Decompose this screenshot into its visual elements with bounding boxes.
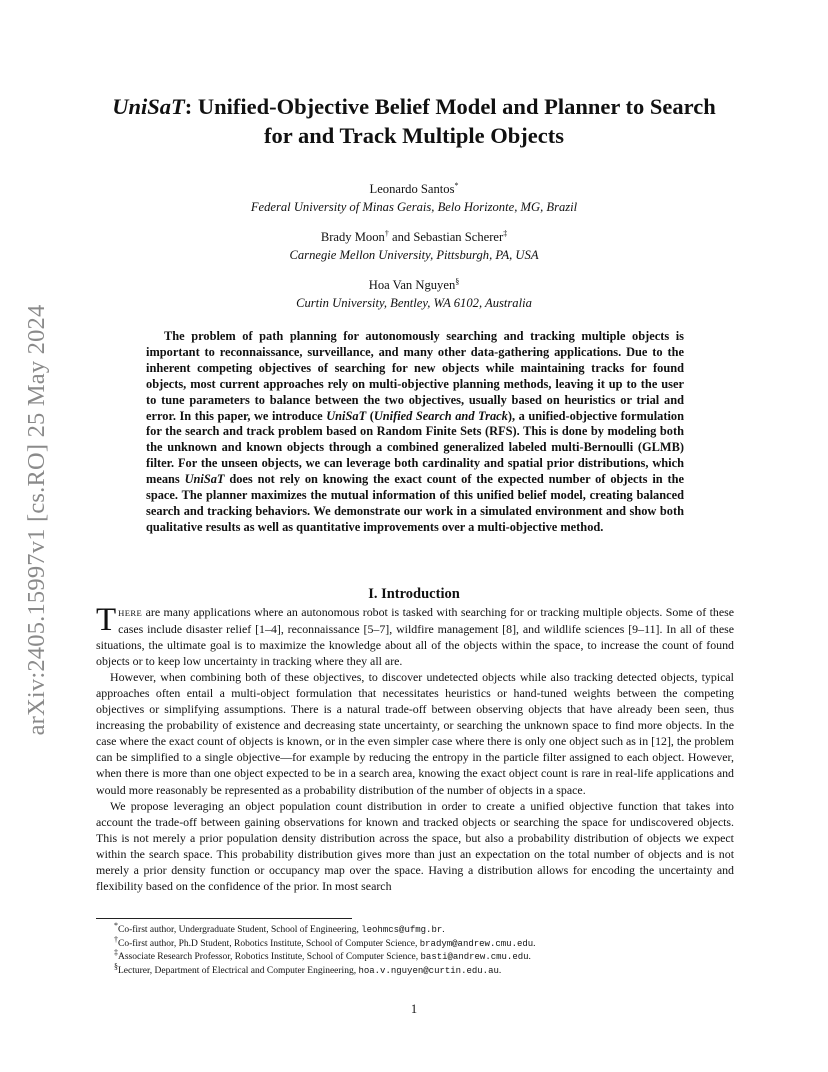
footnote-end: . [533,938,536,949]
author-block-3 [96,276,732,312]
small-caps-word: HERE [118,608,143,618]
footnote-text: Co-first author, Ph.D Student, Robotics Institute, School of Computer Science, [118,938,420,949]
footnote [114,920,734,938]
footnote-mark: * [114,920,118,930]
email-link[interactable]: leohmcs@ufmg.br [361,925,443,935]
body-text [96,604,734,894]
drop-cap: T [96,602,117,638]
abstract-emphasis: UniSaT [326,408,367,423]
abstract-text: ( [366,408,374,423]
author-affiliation: Carnegie Mellon University, Pittsburgh, PA, USA [289,248,539,262]
title-line1: : Unified-Objective Belief Model and Planner to Search [184,94,716,119]
author-name: Hoa Van Nguyen [368,278,456,292]
footnote-end: . [528,952,531,963]
abstract-text: ), a unified-objective formulation for the search and track problem based on Random Finite Sets (RFS). This is done by modeling both the unknown and known objects through a combined generalized labeled multi-Bernoulli (GLMB) filter. For the unseen objects, we can leverage both cardinality and spatial prior distributions, which means [146,408,685,487]
abstract-emphasis: Unified Search and Track [373,408,508,423]
paragraph: However, when combining both of these objectives, to discover undetected objects while also tracking detected objects, typical approaches often entail a multi-object formulation that necessitates heuristics or hand-tuned weights between the competing objectives or simplifying assumptions. There is a natural trade-off between observing objects that have already been seen, thus increasing the probability of existence and decreasing state uncertainty, or searching the unknown space to find more objects. In the case where the exact count of objects is known, or in the even simpler case where there is only one object such as in [12], the problem can be simplified to a single objective—for example by reducing the entropy in the particle filter assigned to each object. However, when there is more than one object expected to be in a search area, knowing the exact object count is rare in real-life applications and would more reasonably be represented as a probability distribution of the number of objects in a space. [96,670,734,797]
email-link[interactable]: bradym@andrew.cmu.edu [419,938,534,949]
footnote-rule [96,918,352,919]
author-mark: § [455,276,460,286]
paper-title [96,92,732,150]
footnote-mark: § [114,961,118,971]
footnote-mark: † [114,934,118,944]
author-joiner: and [388,230,414,244]
paragraph: We propose leveraging an object population count distribution in order to create a unified objective function that takes into account the trade-off between gaining observations for known and tracked objects or searching the space for undiscovered objects. This is not merely a prior population density distribution across the space, but also a probability distribution of objects we expect within the search space. This probability distribution gives more than just an expectation on the total number of objects and is not merely a prior density function or occupancy map over the space. Having a distribution allows for encoding the uncertainty and flexibility based on the confidence of the prior. In most search [96,798,734,893]
footnote [114,961,734,979]
abstract-emphasis: UniSaT [184,472,225,487]
email-link[interactable]: hoa.v.nguyen@curtin.edu.au [358,965,499,976]
author-mark: * [454,180,459,190]
footnote-text: Co-first author, Undergraduate Student, School of Engineering, [118,925,362,935]
title-line2: for and Track Multiple Objects [264,123,564,148]
author-mark: † [384,228,389,238]
author-name-2: Sebastian Scherer [413,230,504,244]
footnote-text: Lecturer, Department of Electrical and Computer Engineering, [118,965,359,976]
footnote [114,948,734,965]
arxiv-stamp [14,260,60,780]
author-block-2 [96,228,732,264]
footnote-text: Associate Research Professor, Robotics Institute, School of Computer Science, [118,952,421,963]
author-mark-2: ‡ [503,228,508,238]
abstract-text: does not rely on knowing the exact count of the expected number of objects in the space. The planner maximizes the mutual information of this unified belief model, creating balanced search and tracking behaviors. We demonstrate our work in a simulated environment and show both qualitative results as well as quantitative improvements over a multi-objective method. [146,472,684,534]
footnote-mark: ‡ [114,948,118,958]
abstract-text: The problem of path planning for autonomously searching and tracking multiple objects is important to reconnaissance, surveillance, and many other data-gathering applications. Due to the inherent competing objectives of searching for new objects while maintaining tracks for found objects, most current approaches rely on multi-objective planning methods, leaving it up to the user to tune parameters to balance between the two objectives, usually based on heuristics or trial and error. In this paper, we introduce [146,329,684,423]
footnote-end: . [498,965,502,976]
arxiv-stamp-text: arXiv:2405.15997v1 [cs.RO] 25 May 2024 [23,304,50,736]
author-name: Leonardo Santos [369,182,455,196]
author-name: Brady Moon [320,230,385,244]
footnote [114,934,734,952]
section-heading: I. Introduction [368,586,460,602]
title-italic: UniSaT [112,94,185,119]
paragraph [96,604,734,669]
paragraph-text: are many applications where an autonomous robot is tasked with searching for or tracking multiple objects. Some of these cases include disaster relief [1–4], reconnaissance [5–7], wildfire management [8], and wildlife sciences [9–11]. In all of these situations, the ultimate goal is to maximize the knowledge about all of the objects within the space, to increase the count of found objects or to keep low uncertainty in tracking where they all are. [96,605,734,669]
author-affiliation: Federal University of Minas Gerais, Belo Horizonte, MG, Brazil [250,200,578,214]
footnotes [114,920,734,978]
author-affiliation: Curtin University, Bentley, WA 6102, Australia [296,296,532,310]
page-number: 1 [410,1002,418,1016]
abstract [146,329,684,536]
email-link[interactable]: basti@andrew.cmu.edu [420,952,529,963]
author-block-1 [96,180,732,216]
footnote-end: . [442,925,445,935]
